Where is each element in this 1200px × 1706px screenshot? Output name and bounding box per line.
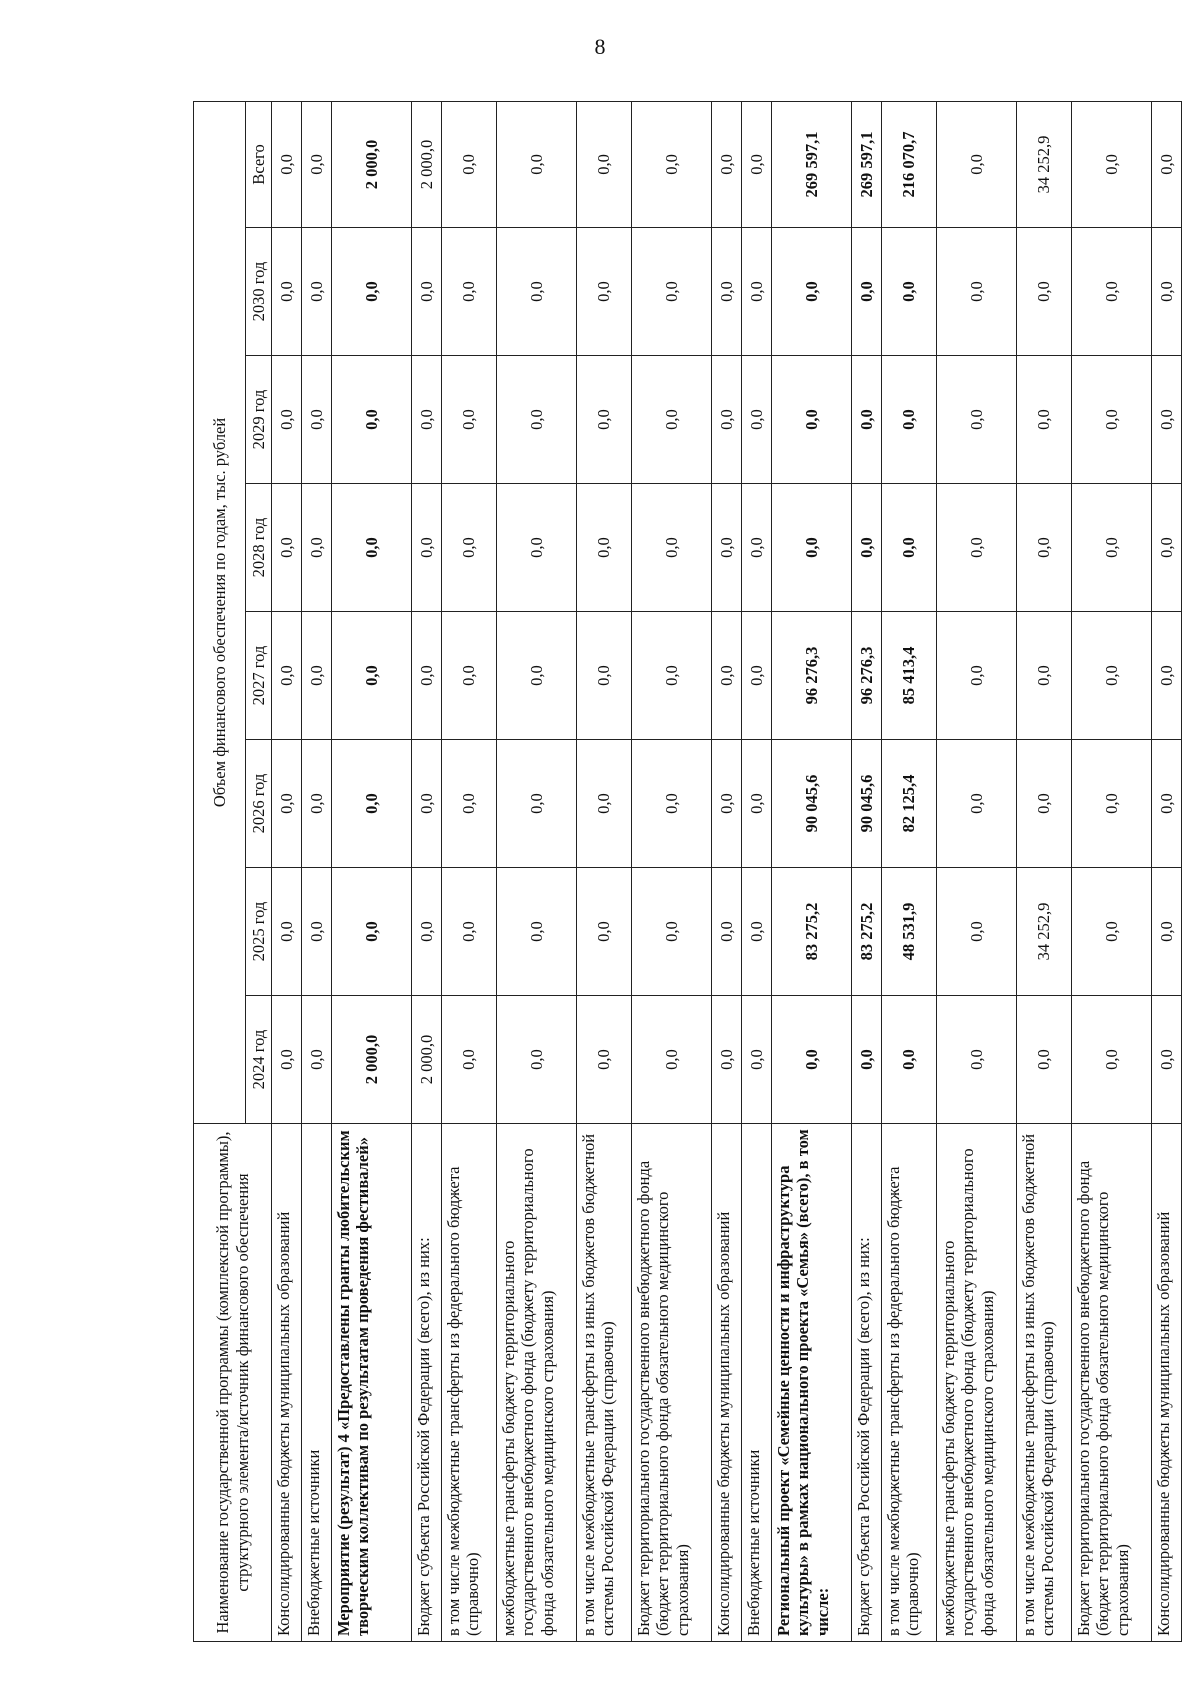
total-cell: 216 070,7 <box>882 101 937 227</box>
value-cell: 0,0 <box>442 356 497 484</box>
value-cell: 0,0 <box>442 484 497 612</box>
row-label: Бюджет территориального государственного внебюджетного фонда (бюджет территориального фонда обязательного медицинского страхования) <box>632 1124 712 1642</box>
table-row <box>1017 101 1072 1641</box>
value-cell: 0,0 <box>742 484 772 612</box>
financing-table <box>193 101 1182 1642</box>
row-label: Региональный проект «Семейные ценности и инфраструктура культуры» в рамках национального проекта «Семья» (всего), в том числе: <box>772 1124 852 1642</box>
value-cell: 0,0 <box>577 612 632 740</box>
value-cell: 0,0 <box>442 740 497 868</box>
value-cell: 0,0 <box>412 484 442 612</box>
total-cell: 269 597,1 <box>772 101 852 227</box>
value-cell: 0,0 <box>272 740 302 868</box>
value-cell: 0,0 <box>302 484 332 612</box>
row-label: в том числе межбюджетные трансферты из федерального бюджета (справочно) <box>882 1124 937 1642</box>
page-number: 8 <box>594 34 606 59</box>
value-cell: 0,0 <box>332 356 412 484</box>
row-label: Мероприятие (результат) 4 «Предоставлены гранты любительским творческим коллективам по результатам проведения фестивалей» <box>332 1124 412 1642</box>
value-cell: 0,0 <box>272 868 302 996</box>
value-cell: 0,0 <box>332 740 412 868</box>
value-cell: 0,0 <box>852 484 882 612</box>
total-cell: 0,0 <box>577 101 632 227</box>
row-label: в том числе межбюджетные трансферты из иных бюджетов бюджетной системы Российской Федерации (справочно) <box>577 1124 632 1642</box>
value-cell: 0,0 <box>632 740 712 868</box>
year-header: 2024 год <box>246 996 272 1124</box>
value-cell: 0,0 <box>937 356 1017 484</box>
value-cell: 0,0 <box>712 356 742 484</box>
row-label: Бюджет территориального государственного внебюджетного фонда (бюджет территориального фонда обязательного медицинского страхования) <box>1072 1124 1152 1642</box>
value-cell: 0,0 <box>302 740 332 868</box>
value-cell: 90 045,6 <box>852 740 882 868</box>
value-cell: 0,0 <box>742 356 772 484</box>
table-row <box>302 101 332 1641</box>
value-cell: 0,0 <box>632 996 712 1124</box>
value-cell: 0,0 <box>1152 612 1182 740</box>
value-cell: 0,0 <box>1017 228 1072 356</box>
value-cell: 0,0 <box>412 356 442 484</box>
total-cell: 0,0 <box>937 101 1017 227</box>
value-cell: 0,0 <box>1152 228 1182 356</box>
value-cell: 0,0 <box>497 356 577 484</box>
table-row <box>497 101 577 1641</box>
row-label: в том числе межбюджетные трансферты из федерального бюджета (справочно) <box>442 1124 497 1642</box>
total-cell: 269 597,1 <box>852 101 882 227</box>
value-cell: 0,0 <box>1072 740 1152 868</box>
value-cell: 0,0 <box>937 868 1017 996</box>
value-cell: 0,0 <box>937 996 1017 1124</box>
value-cell: 0,0 <box>442 996 497 1124</box>
value-cell: 0,0 <box>412 868 442 996</box>
value-cell: 0,0 <box>1017 612 1072 740</box>
value-cell: 0,0 <box>772 228 852 356</box>
year-header: 2027 год <box>246 612 272 740</box>
value-cell: 0,0 <box>497 484 577 612</box>
value-cell: 0,0 <box>412 612 442 740</box>
value-cell: 0,0 <box>852 356 882 484</box>
value-cell: 0,0 <box>497 868 577 996</box>
value-cell: 0,0 <box>577 996 632 1124</box>
total-header: Всего <box>246 101 272 227</box>
table-row <box>272 101 302 1641</box>
table-row <box>742 101 772 1641</box>
value-cell: 0,0 <box>442 228 497 356</box>
total-cell: 2 000,0 <box>332 101 412 227</box>
value-cell: 0,0 <box>272 484 302 612</box>
value-cell: 0,0 <box>712 612 742 740</box>
value-cell: 0,0 <box>1072 484 1152 612</box>
table-row <box>772 101 852 1641</box>
value-cell: 0,0 <box>497 612 577 740</box>
row-label: Консолидированные бюджеты муниципальных образований <box>272 1124 302 1642</box>
value-cell: 0,0 <box>1017 996 1072 1124</box>
table-row <box>712 101 742 1641</box>
value-cell: 0,0 <box>852 228 882 356</box>
value-cell: 96 276,3 <box>852 612 882 740</box>
total-cell: 0,0 <box>632 101 712 227</box>
value-cell: 0,0 <box>1017 356 1072 484</box>
value-cell: 0,0 <box>852 996 882 1124</box>
value-cell: 96 276,3 <box>772 612 852 740</box>
total-cell: 0,0 <box>1152 101 1182 227</box>
value-cell: 83 275,2 <box>772 868 852 996</box>
value-cell: 0,0 <box>302 228 332 356</box>
value-cell: 0,0 <box>742 228 772 356</box>
value-cell: 0,0 <box>302 996 332 1124</box>
value-cell: 0,0 <box>302 868 332 996</box>
value-cell: 0,0 <box>1017 484 1072 612</box>
value-cell: 0,0 <box>272 356 302 484</box>
row-label: Консолидированные бюджеты муниципальных образований <box>712 1124 742 1642</box>
value-cell: 0,0 <box>882 484 937 612</box>
value-cell: 0,0 <box>882 228 937 356</box>
total-cell: 34 252,9 <box>1017 101 1072 227</box>
value-cell: 0,0 <box>272 612 302 740</box>
row-label: в том числе межбюджетные трансферты из иных бюджетов бюджетной системы Российской Федерации (справочно) <box>1017 1124 1072 1642</box>
value-cell: 0,0 <box>882 996 937 1124</box>
value-cell: 0,0 <box>1152 868 1182 996</box>
value-cell: 83 275,2 <box>852 868 882 996</box>
table-body <box>272 101 1182 1641</box>
total-cell: 0,0 <box>712 101 742 227</box>
value-cell: 0,0 <box>302 356 332 484</box>
value-cell: 0,0 <box>712 868 742 996</box>
value-cell: 0,0 <box>497 740 577 868</box>
row-label: Внебюджетные источники <box>302 1124 332 1642</box>
table-row <box>1152 101 1182 1641</box>
value-cell: 0,0 <box>272 996 302 1124</box>
year-header: 2026 год <box>246 740 272 868</box>
value-cell: 0,0 <box>742 868 772 996</box>
value-cell: 48 531,9 <box>882 868 937 996</box>
table-row <box>882 101 937 1641</box>
value-cell: 0,0 <box>332 612 412 740</box>
value-cell: 0,0 <box>632 484 712 612</box>
value-cell: 0,0 <box>742 612 772 740</box>
value-cell: 0,0 <box>442 868 497 996</box>
row-label: Консолидированные бюджеты муниципальных образований <box>1152 1124 1182 1642</box>
value-cell: 0,0 <box>1072 356 1152 484</box>
value-cell: 0,0 <box>1072 612 1152 740</box>
total-cell: 0,0 <box>442 101 497 227</box>
value-cell: 0,0 <box>1152 356 1182 484</box>
value-cell: 0,0 <box>772 484 852 612</box>
value-cell: 0,0 <box>632 356 712 484</box>
row-label: Внебюджетные источники <box>742 1124 772 1642</box>
table-row <box>412 101 442 1641</box>
table-row <box>577 101 632 1641</box>
value-cell: 0,0 <box>937 484 1017 612</box>
value-cell: 0,0 <box>302 612 332 740</box>
value-cell: 90 045,6 <box>772 740 852 868</box>
value-cell: 2 000,0 <box>332 996 412 1124</box>
table-row <box>632 101 712 1641</box>
value-cell: 0,0 <box>1072 996 1152 1124</box>
value-cell: 0,0 <box>442 612 497 740</box>
value-cell: 0,0 <box>577 868 632 996</box>
table-row <box>937 101 1017 1641</box>
row-label: межбюджетные трансферты бюджету территориального государственного внебюджетного фонда (бюджету территориального фонда обязательного медицинского страхования) <box>937 1124 1017 1642</box>
total-cell: 0,0 <box>1072 101 1152 227</box>
year-header: 2030 год <box>246 228 272 356</box>
name-column-header: Наименование государственной программы (комплексной программы), структурного элемента/источник финансового обеспечения <box>194 1124 272 1642</box>
value-cell: 34 252,9 <box>1017 868 1072 996</box>
value-cell: 0,0 <box>772 996 852 1124</box>
value-cell: 0,0 <box>412 228 442 356</box>
value-cell: 0,0 <box>712 228 742 356</box>
total-cell: 0,0 <box>497 101 577 227</box>
value-cell: 0,0 <box>1017 740 1072 868</box>
value-cell: 0,0 <box>882 356 937 484</box>
value-cell: 0,0 <box>937 612 1017 740</box>
value-cell: 0,0 <box>577 228 632 356</box>
row-label: Бюджет субъекта Российской Федерации (всего), из них: <box>852 1124 882 1642</box>
value-cell: 0,0 <box>1152 740 1182 868</box>
value-cell: 0,0 <box>577 740 632 868</box>
value-cell: 0,0 <box>1072 868 1152 996</box>
rotated-table-container <box>193 102 1176 1642</box>
value-cell: 85 413,4 <box>882 612 937 740</box>
year-header: 2025 год <box>246 868 272 996</box>
table-row <box>332 101 412 1641</box>
row-label: межбюджетные трансферты бюджету территориального государственного внебюджетного фонда (бюджету территориального фонда обязательного медицинского страхования) <box>497 1124 577 1642</box>
total-cell: 0,0 <box>302 101 332 227</box>
value-cell: 0,0 <box>632 612 712 740</box>
value-cell: 0,0 <box>742 740 772 868</box>
value-cell: 0,0 <box>332 868 412 996</box>
value-cell: 0,0 <box>937 740 1017 868</box>
value-cell: 2 000,0 <box>412 996 442 1124</box>
value-cell: 0,0 <box>1152 484 1182 612</box>
value-cell: 0,0 <box>577 484 632 612</box>
year-header: 2029 год <box>246 356 272 484</box>
value-cell: 0,0 <box>412 740 442 868</box>
table-row <box>1072 101 1152 1641</box>
table-row <box>852 101 882 1641</box>
value-cell: 0,0 <box>712 484 742 612</box>
volume-group-header: Объем финансового обеспечения по годам, тыс. рублей <box>194 101 246 1123</box>
value-cell: 0,0 <box>332 228 412 356</box>
value-cell: 0,0 <box>332 484 412 612</box>
value-cell: 0,0 <box>712 740 742 868</box>
value-cell: 0,0 <box>272 228 302 356</box>
value-cell: 0,0 <box>632 868 712 996</box>
value-cell: 0,0 <box>577 356 632 484</box>
value-cell: 0,0 <box>712 996 742 1124</box>
value-cell: 0,0 <box>937 228 1017 356</box>
value-cell: 0,0 <box>497 996 577 1124</box>
value-cell: 0,0 <box>497 228 577 356</box>
value-cell: 0,0 <box>772 356 852 484</box>
table-row <box>442 101 497 1641</box>
value-cell: 0,0 <box>1072 228 1152 356</box>
year-header: 2028 год <box>246 484 272 612</box>
total-cell: 2 000,0 <box>412 101 442 227</box>
row-label: Бюджет субъекта Российской Федерации (всего), из них: <box>412 1124 442 1642</box>
total-cell: 0,0 <box>272 101 302 227</box>
value-cell: 0,0 <box>1152 996 1182 1124</box>
value-cell: 0,0 <box>632 228 712 356</box>
value-cell: 0,0 <box>742 996 772 1124</box>
total-cell: 0,0 <box>742 101 772 227</box>
value-cell: 82 125,4 <box>882 740 937 868</box>
